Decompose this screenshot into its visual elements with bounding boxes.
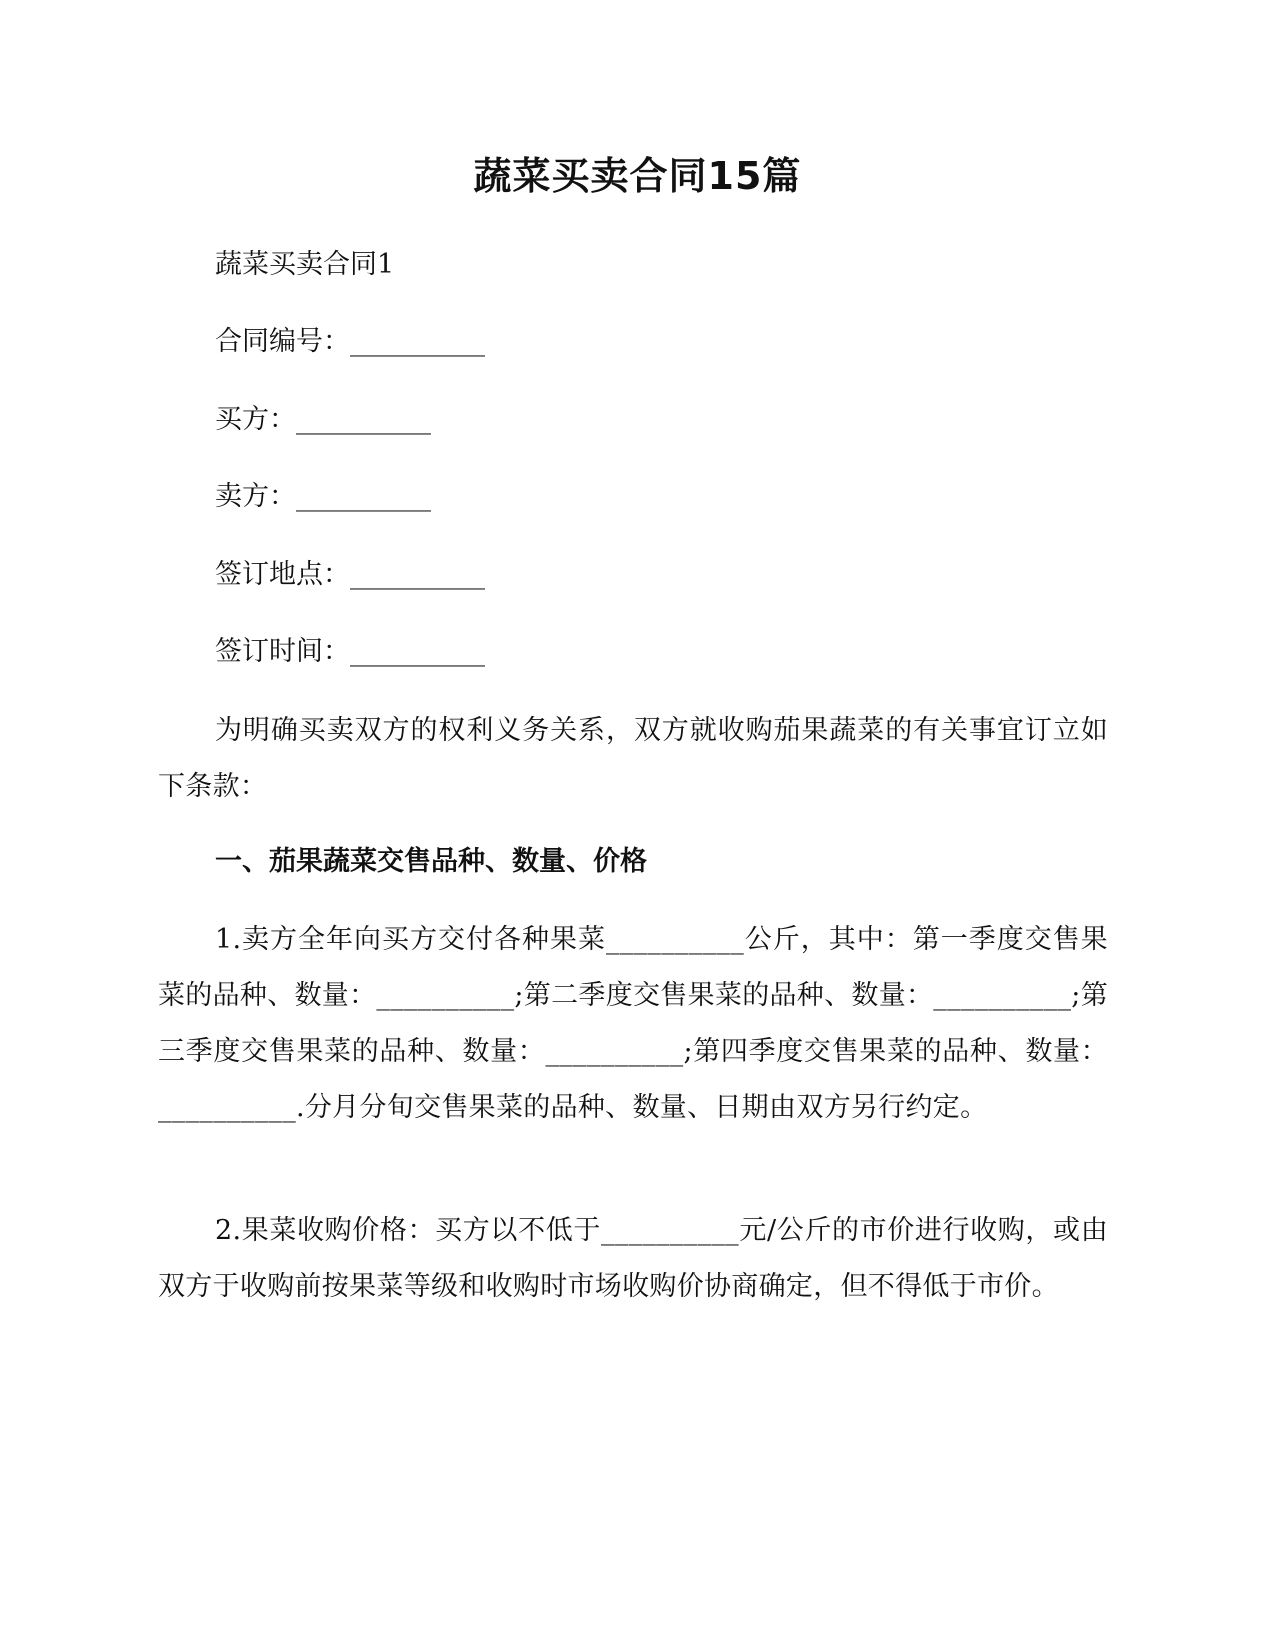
section-heading: 一、茄果蔬菜交售品种、数量、价格	[215, 846, 647, 877]
signing-time-field: 签订时间：__________	[215, 636, 485, 667]
clause-1-paragraph: 1.卖方全年向买方交付各种果菜__________公斤，其中：第一季度交售果菜的品种、数量：__________;第二季度交售果菜的品种、数量：__________;第三季度交售果菜的品种、数量：__________;第四季度交售果菜的品种、数量：__________.分月分旬交售果菜的品种、数量、日期由双方另行约定。	[158, 924, 1108, 1123]
signing-place-field: 签订地点：__________	[215, 559, 485, 590]
contract-subtitle: 蔬菜买卖合同1	[215, 249, 395, 280]
seller-field: 卖方：__________	[215, 481, 431, 512]
contract-number-field: 合同编号：__________	[215, 326, 485, 357]
document-title: 蔬菜买卖合同15篇	[473, 154, 802, 198]
intro-paragraph: 为明确买卖双方的权利义务关系，双方就收购茄果蔬菜的有关事宜订立如下条款：	[158, 715, 1108, 802]
clause-2-paragraph: 2.果菜收购价格：买方以不低于__________元/公斤的市价进行收购，或由双方于收购前按果菜等级和收购时市场收购价协商确定，但不得低于市价。	[158, 1215, 1108, 1302]
buyer-field: 买方：__________	[215, 404, 431, 435]
